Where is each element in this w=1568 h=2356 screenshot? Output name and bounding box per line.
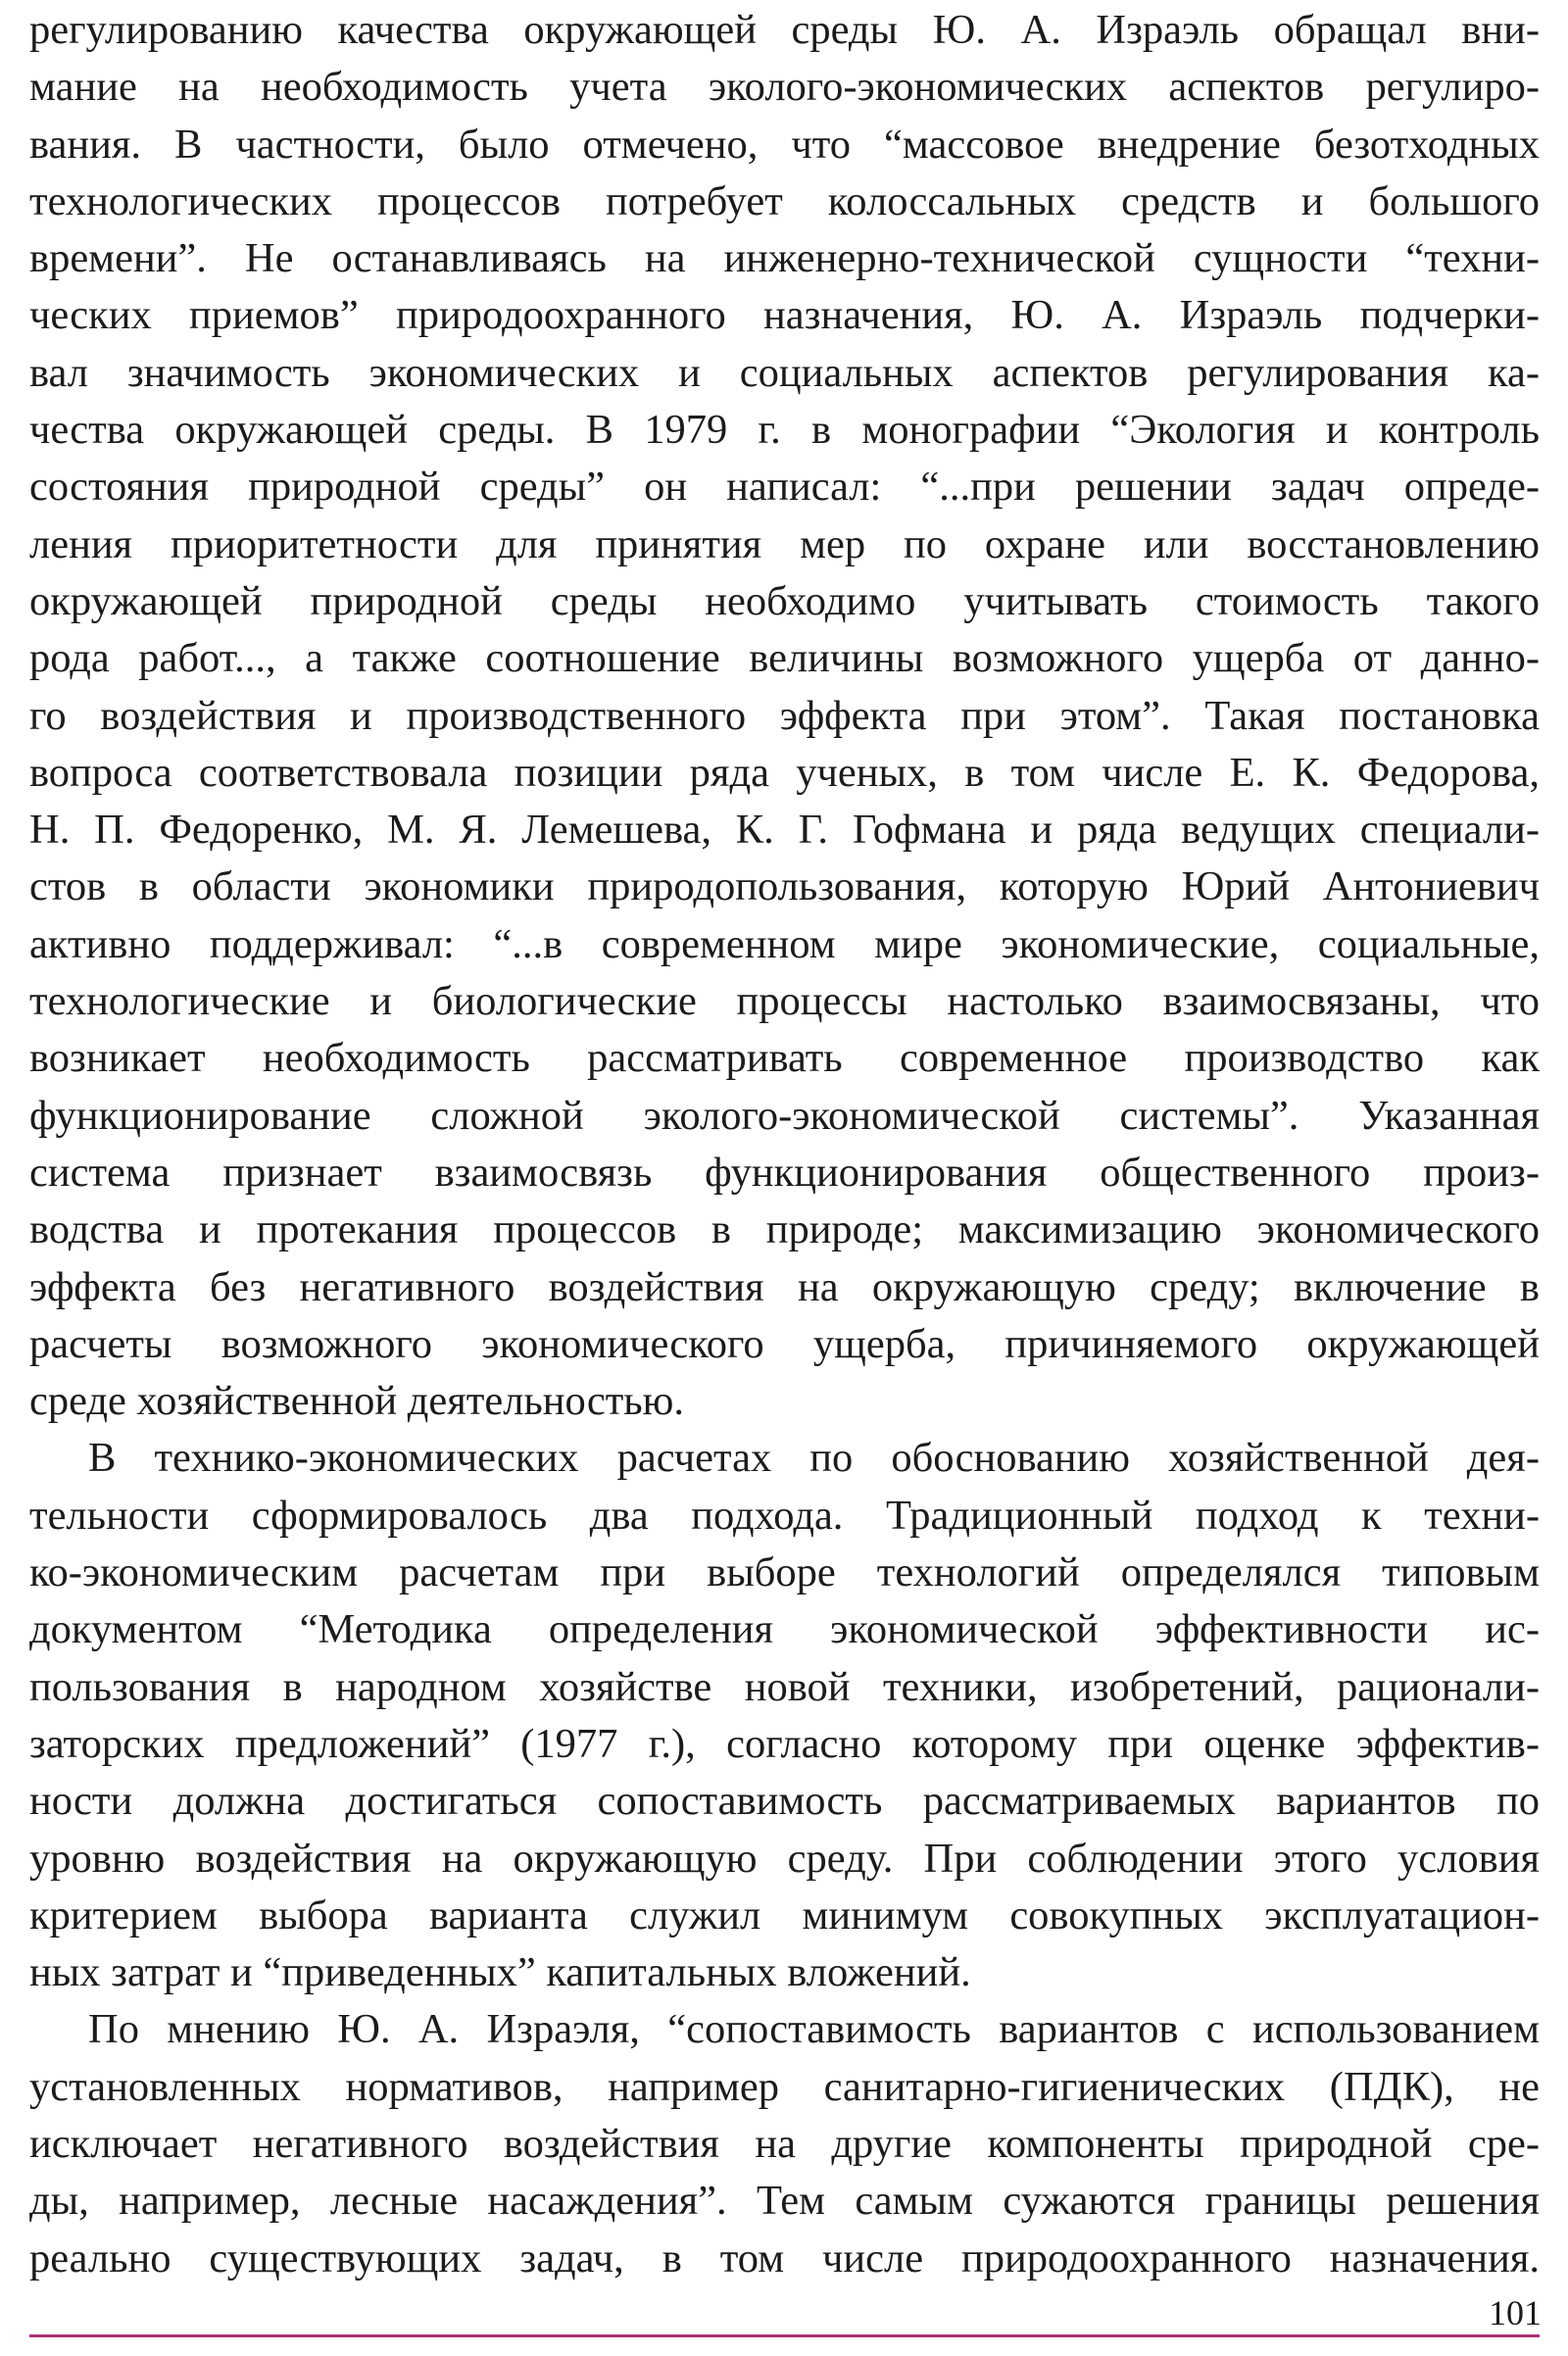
paragraph-3 [29, 2001, 1540, 2286]
text-line: критерием выбора варианта служил минимум совокупных эксплуатацион- [29, 1891, 1540, 1939]
text-line: По мнению Ю. А. Израэля, “сопоставимость вариантов с использованием [88, 2006, 1540, 2053]
text-line: эффекта без негативного воздействия на окружающую среду; включение в [29, 1263, 1540, 1310]
text-line: заторских предложений” (1977 г.), согласно которому при оценке эффектив- [29, 1720, 1540, 1767]
text-line: Н. П. Федоренко, М. Я. Лемешева, К. Г. Гофмана и ряда ведущих специали- [29, 807, 1540, 854]
text-line: ды, например, лесные насаждения”. Тем самым сужаются границы решения [29, 2178, 1540, 2225]
text-line: ных затрат и “приведенных” капитальных вложений. [29, 1949, 971, 1996]
paragraph-1 [29, 2, 1540, 1430]
text-line: реально существующих задач, в том числе природоохранного назначения. [29, 2234, 1540, 2282]
text-line: технологических процессов потребует колоссальных средств и большого [29, 177, 1540, 224]
text-line: активно поддерживал: “...в современном мире экономические, социальные, [29, 920, 1540, 967]
text-line: времени”. Не останавливаясь на инженерно-технической сущности “техни- [29, 235, 1540, 282]
text-line: вания. В частности, было отмечено, что “массовое внедрение безотходных [29, 121, 1540, 168]
text-line: технологические и биологические процессы настолько взаимосвязаны, что [29, 978, 1540, 1025]
text-line: ко-экономическим расчетам при выборе технологий определялся типовым [29, 1549, 1540, 1596]
footer-rule [29, 2334, 1540, 2337]
text-line: возникает необходимость рассматривать современное производство как [29, 1035, 1540, 1082]
text-line: ческих приемов” природоохранного назначения, Ю. А. Израэль подчерки- [29, 292, 1540, 339]
text-line: функционирование сложной эколого-экономической системы”. Указанная [29, 1092, 1540, 1139]
text-line: исключает негативного воздействия на другие компоненты природной сре- [29, 2120, 1540, 2167]
text-line: чества окружающей среды. В 1979 г. в монографии “Экология и контроль [29, 407, 1540, 454]
text-line: расчеты возможного экономического ущерба, причиняемого окружающей [29, 1320, 1540, 1367]
text-line: вопроса соответствовала позиции ряда ученых, в том числе Е. К. Федорова, [29, 749, 1540, 796]
text-line: система признает взаимосвязь функционирования общественного произ- [29, 1149, 1540, 1196]
page-body [29, 2, 1540, 2287]
page-number: 101 [1489, 2293, 1542, 2332]
text-line: тельности сформировалось два подхода. Традиционный подход к техни- [29, 1492, 1540, 1539]
text-line: установленных нормативов, например санитарно-гигиенических (ПДК), не [29, 2063, 1540, 2110]
text-line: водства и протекания процессов в природе; максимизацию экономического [29, 1206, 1540, 1253]
text-line: документом “Методика определения экономической эффективности ис- [29, 1606, 1540, 1653]
text-line: среде хозяйственной деятельностью. [29, 1378, 685, 1425]
text-line: рода работ..., а также соотношение величины возможного ущерба от данно- [29, 635, 1540, 682]
paragraph-2 [29, 1430, 1540, 2001]
text-line: пользования в народном хозяйстве новой техники, изобретений, рационали- [29, 1663, 1540, 1710]
text-line: регулированию качества окружающей среды Ю. А. Израэль обращал вни- [29, 7, 1540, 53]
text-line: окружающей природной среды необходимо учитывать стоимость такого [29, 577, 1540, 624]
text-line: вал значимость экономических и социальных аспектов регулирования ка- [29, 349, 1540, 396]
text-line: го воздействия и производственного эффекта при этом”. Такая постановка [29, 692, 1540, 739]
text-line: уровню воздействия на окружающую среду. При соблюдении этого условия [29, 1835, 1540, 1882]
text-line: ности должна достигаться сопоставимость рассматриваемых вариантов по [29, 1778, 1540, 1825]
text-line: В технико-экономических расчетах по обоснованию хозяйственной дея- [88, 1435, 1540, 1482]
text-line: мание на необходимость учета эколого-экономических аспектов регулиро- [29, 64, 1540, 111]
text-line: состояния природной среды” он написал: “...при решении задач опреде- [29, 464, 1540, 511]
text-line: стов в области экономики природопользования, которую Юрий Антониевич [29, 863, 1540, 910]
text-line: ления приоритетности для принятия мер по охране или восстановлению [29, 520, 1540, 567]
